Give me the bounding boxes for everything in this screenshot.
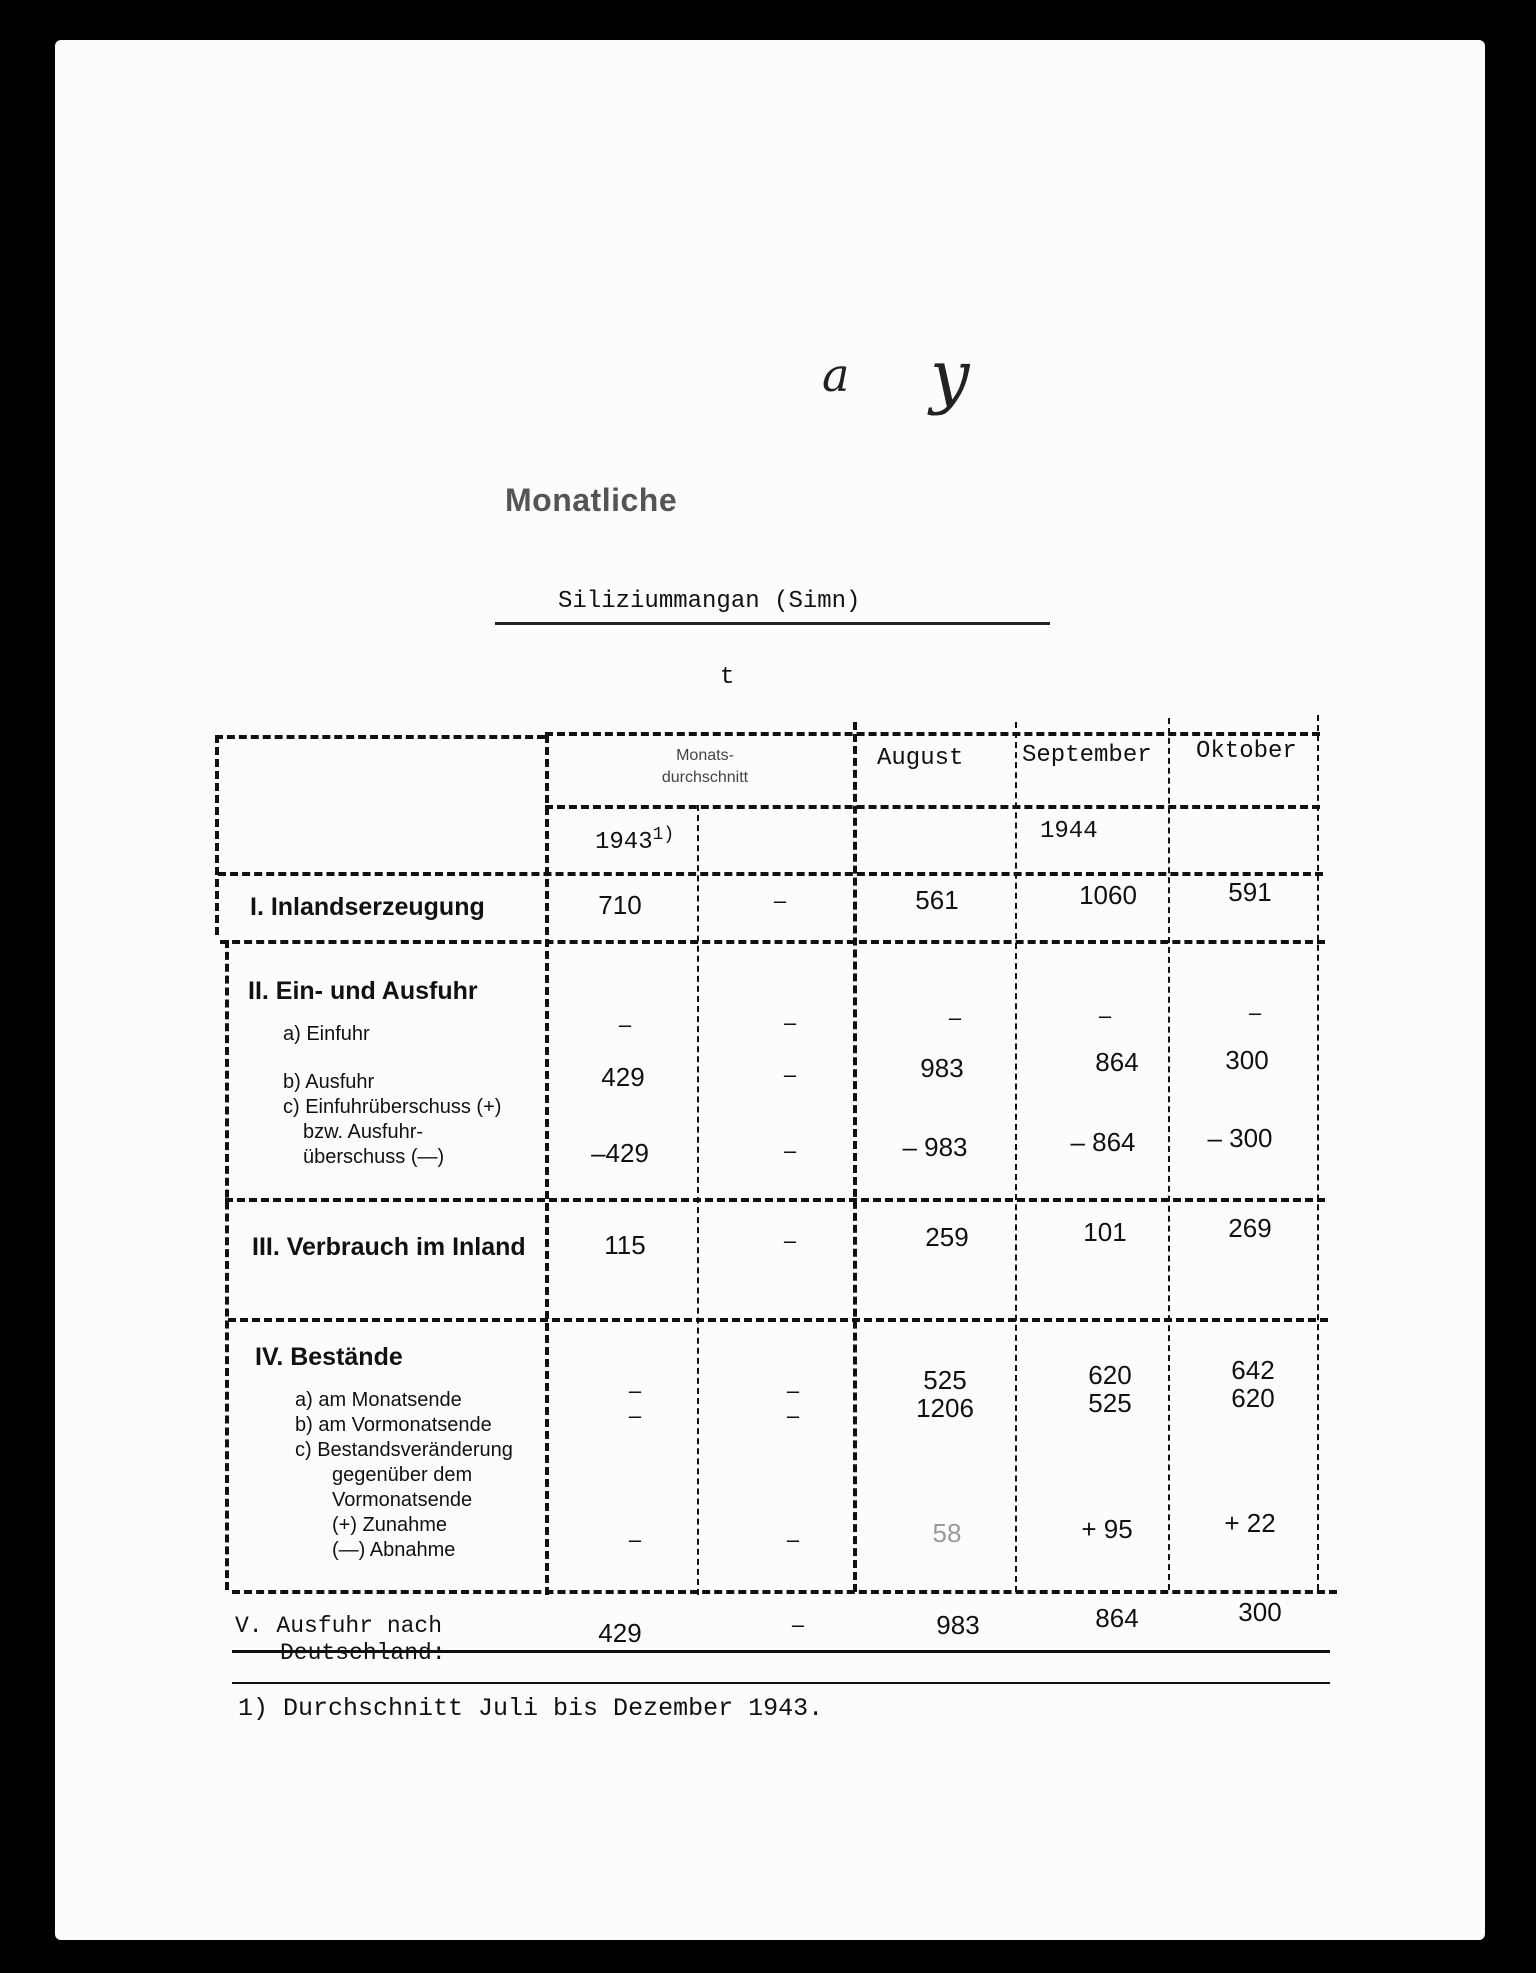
row-5-1943: 429 <box>598 1618 642 1648</box>
row-2c-august: – 983 <box>902 1132 968 1162</box>
row-4c-1943: – <box>628 1527 642 1552</box>
row-1-oktober: 591 <box>1228 877 1272 907</box>
row-2a-oktober: – <box>1248 1000 1262 1025</box>
row-4-label: IV. Bestände <box>255 1343 403 1371</box>
row-2c-label-3: überschuss (—) <box>303 1146 445 1168</box>
header-september: September <box>1022 742 1152 769</box>
row-2-label: II. Ein- und Ausfuhr <box>248 977 478 1005</box>
row-2b-august: 983 <box>920 1053 964 1083</box>
row-3-oktober: 269 <box>1228 1213 1272 1243</box>
row-4a-august: 525 <box>923 1365 967 1395</box>
row-4c-label: c) Bestandsveränderung <box>295 1439 513 1461</box>
row-4b-august: 1206 <box>916 1393 974 1423</box>
row-4c-label-5: (—) Abnahme <box>332 1539 456 1561</box>
row-5-blank: – <box>791 1612 805 1637</box>
row-4b-1943: – <box>628 1403 642 1428</box>
row-3-1943: 115 <box>604 1230 646 1260</box>
footnote: 1) Durchschnitt Juli bis Dezember 1943. <box>238 1694 824 1723</box>
row-2b-blank: – <box>783 1062 797 1087</box>
row-4b-september: 525 <box>1088 1388 1132 1418</box>
row-2c-label-2: bzw. Ausfuhr- <box>303 1121 424 1143</box>
row-2a-blank: – <box>783 1010 797 1035</box>
handwritten-a: a <box>822 348 850 402</box>
row-3-september: 101 <box>1083 1217 1127 1247</box>
row-2b-label: b) Ausfuhr <box>283 1071 375 1093</box>
header-year-1943: 1943$^{1)}$ <box>595 825 675 856</box>
row-4c-label-2: gegenüber dem <box>332 1464 473 1486</box>
row-4a-label: a) am Monatsende <box>295 1389 462 1411</box>
row-3-august: 259 <box>925 1222 969 1252</box>
header-oktober: Oktober <box>1196 738 1297 765</box>
row-2a-label: a) Einfuhr <box>283 1023 370 1045</box>
row-2b-september: 864 <box>1095 1047 1139 1077</box>
subtitle-underline <box>495 622 1050 625</box>
row-1-august: 561 <box>915 885 959 915</box>
row-2b-oktober: 300 <box>1225 1045 1269 1075</box>
row-4b-label: b) am Vormonatsende <box>295 1414 492 1436</box>
header-year-1944: 1944 <box>1040 818 1098 845</box>
row-5-september: 864 <box>1095 1603 1139 1633</box>
row-2a-1943: – <box>618 1012 632 1037</box>
row-1-1943: 710 <box>598 890 642 920</box>
row-4a-september: 620 <box>1088 1360 1132 1390</box>
header-august: August <box>877 745 964 772</box>
row-4c-september: + 95 <box>1081 1514 1133 1544</box>
row-5-label-2: Deutschland: <box>280 1640 446 1666</box>
row-4a-1943: – <box>628 1378 642 1403</box>
row-2c-label: c) Einfuhrüberschuss (+) <box>283 1096 502 1118</box>
row-1-label: I. Inlandserzeugung <box>250 893 485 921</box>
row-2a-september: – <box>1098 1003 1112 1028</box>
row-4a-blank: – <box>786 1378 800 1403</box>
row-1-blank: – <box>773 888 787 913</box>
row-4a-oktober: 642 <box>1231 1355 1275 1385</box>
handwritten-y: y <box>930 335 970 417</box>
row-2c-september: – 864 <box>1070 1127 1136 1157</box>
header-monthly-average: Monats- durchschnitt <box>661 747 749 786</box>
page-title: Monatliche <box>505 482 678 518</box>
row-2b-1943: 429 <box>601 1062 645 1092</box>
row-4b-oktober: 620 <box>1231 1383 1275 1413</box>
row-4c-oktober: + 22 <box>1224 1508 1276 1538</box>
row-2c-1943: –429 <box>591 1138 649 1168</box>
row-5-label: V. Ausfuhr nach <box>235 1613 443 1639</box>
row-4c-august: 58 <box>932 1518 962 1548</box>
row-4b-blank: – <box>786 1403 800 1428</box>
row-4c-blank: – <box>786 1527 800 1552</box>
row-5-oktober: 300 <box>1238 1597 1282 1627</box>
document-subtitle: Siliziummangan (Simn) <box>558 588 861 615</box>
row-2c-oktober: – 300 <box>1207 1123 1273 1153</box>
row-1-september: 1060 <box>1079 880 1137 910</box>
row-3-blank: – <box>783 1228 797 1253</box>
row-4c-label-3: Vormonatsende <box>332 1489 473 1511</box>
row-2c-blank: – <box>783 1138 797 1163</box>
row-3-label: III. Verbrauch im Inland <box>252 1233 526 1261</box>
unit-label: t <box>720 664 735 691</box>
row-4c-label-4: (+) Zunahme <box>332 1514 448 1536</box>
row-2a-august: – <box>948 1005 962 1030</box>
row-5-august: 983 <box>936 1610 980 1640</box>
